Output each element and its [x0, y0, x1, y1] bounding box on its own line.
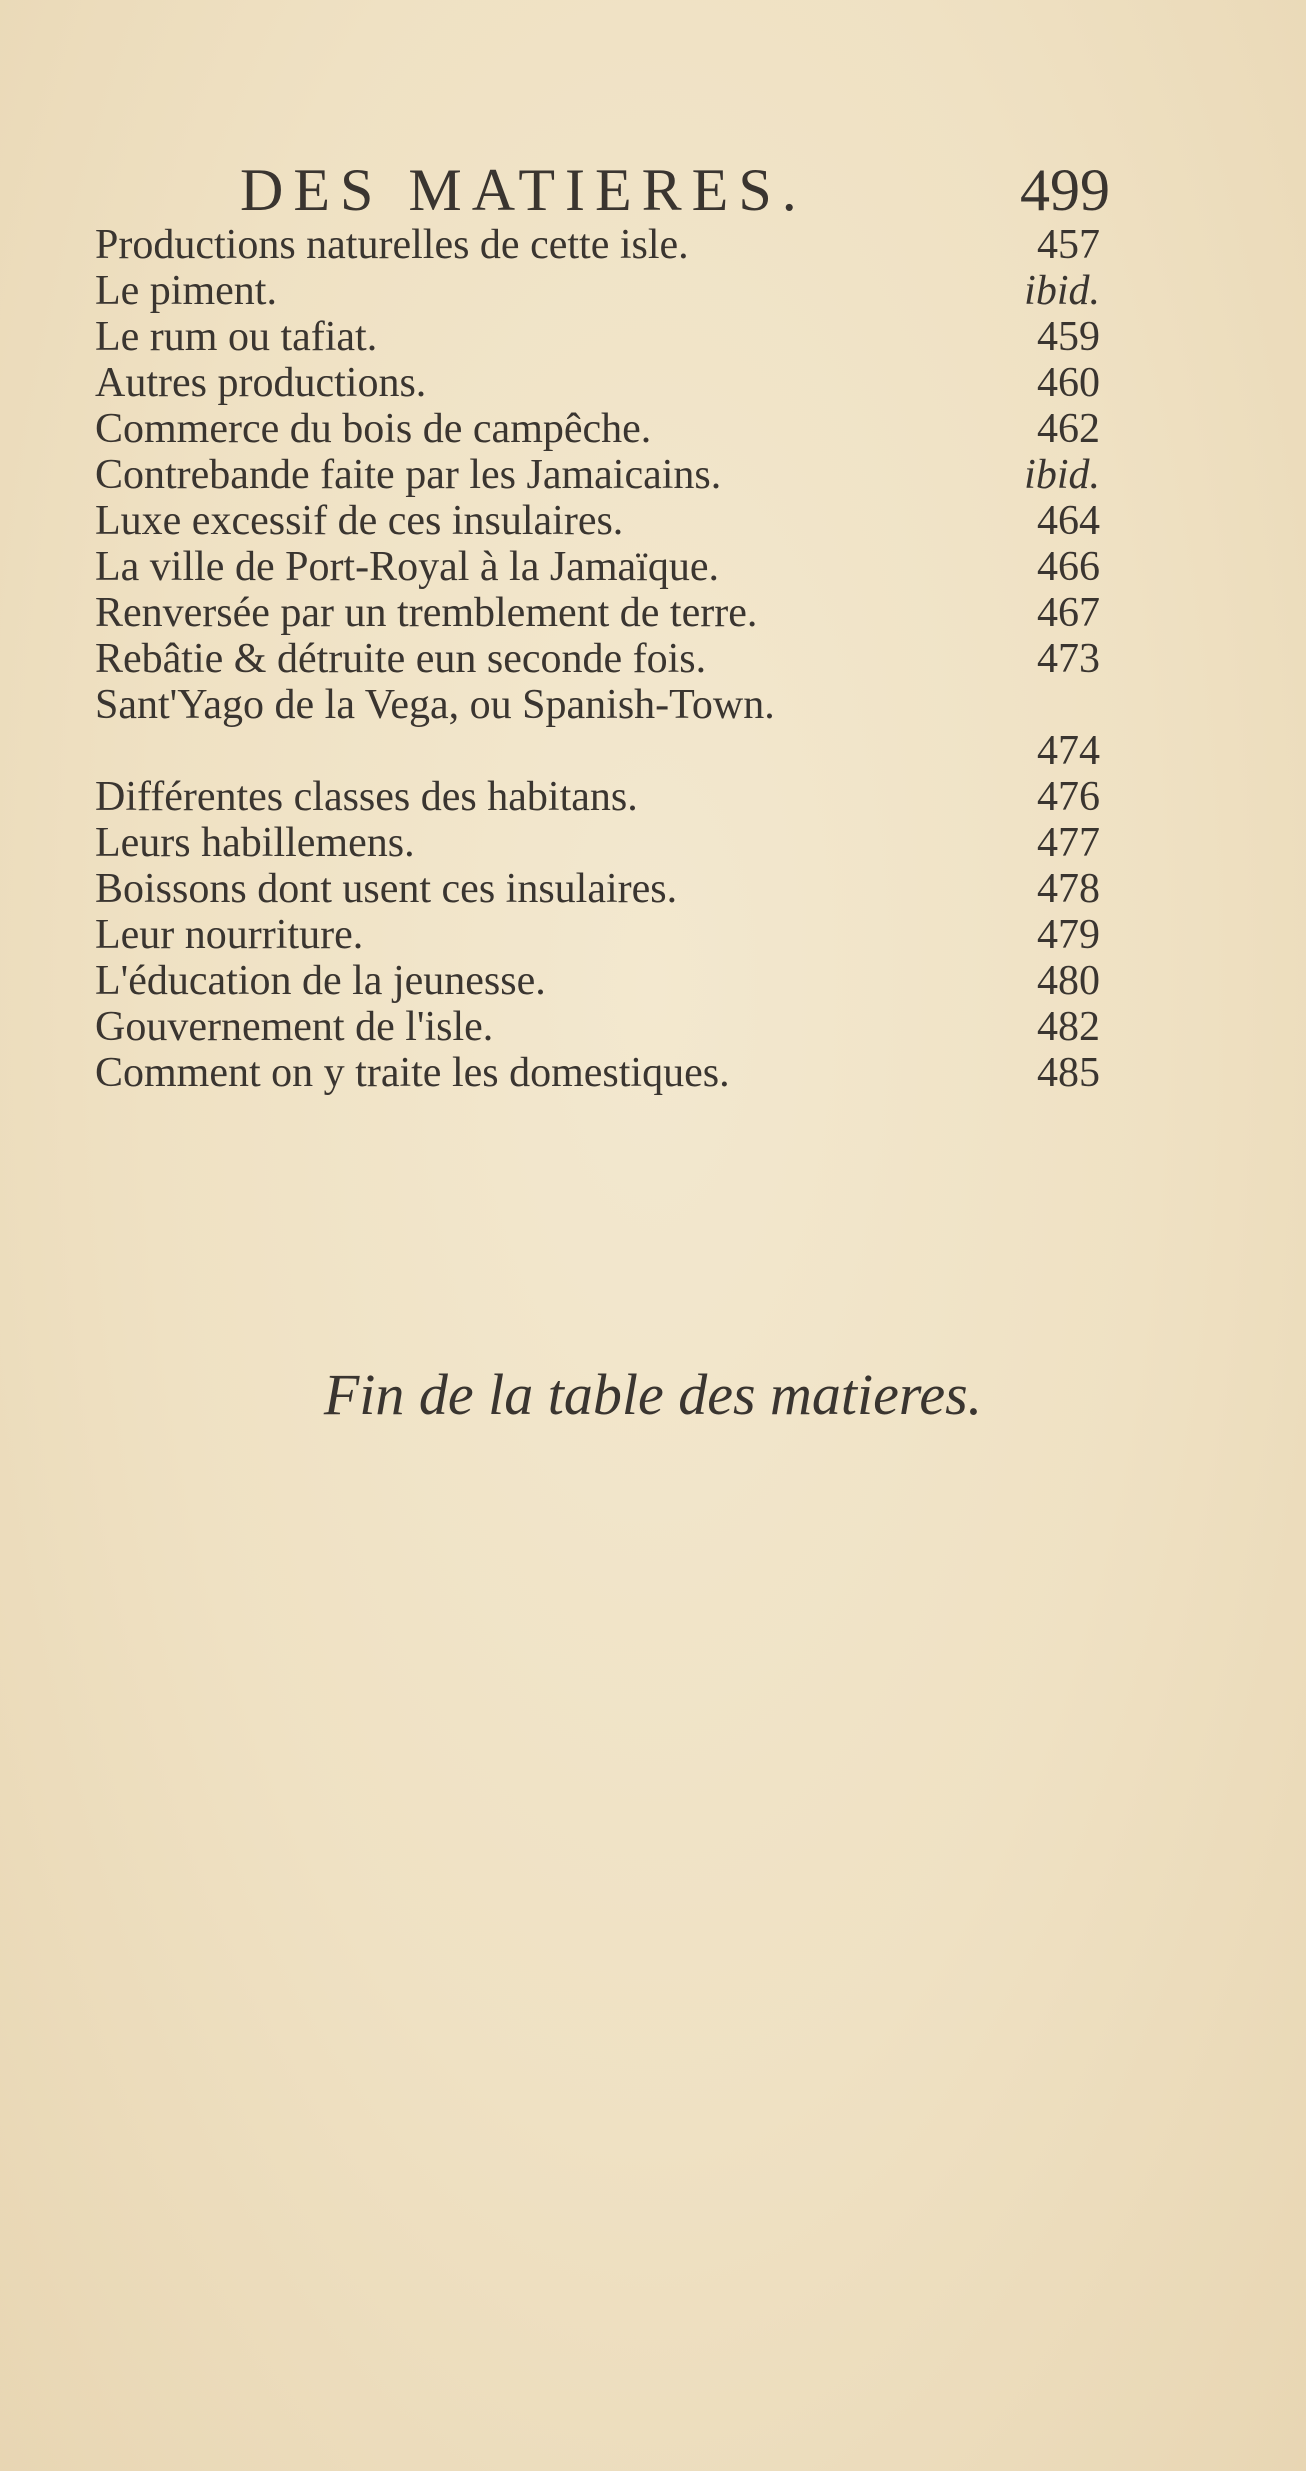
- toc-entry-page: 478: [1037, 866, 1100, 912]
- toc-entry-title: L'éducation de la jeunesse.: [95, 958, 546, 1004]
- toc-entry-page: 473: [1037, 636, 1100, 682]
- toc-entry-title: Le piment.: [95, 268, 277, 314]
- toc-entry-title: Sant'Yago de la Vega, ou Spanish-Town.: [95, 682, 775, 728]
- toc-entry-page: 474: [1037, 728, 1100, 774]
- toc-entry-page: 464: [1037, 498, 1100, 544]
- toc-entry-title: La ville de Port-Royal à la Jamaïque.: [95, 544, 719, 590]
- toc-entry-page: 476: [1037, 774, 1100, 820]
- toc-entry: [95, 958, 1100, 1004]
- toc-entry-page: 480: [1037, 958, 1100, 1004]
- toc-entry-page: 466: [1037, 544, 1100, 590]
- toc-entry-title: Productions naturelles de cette isle.: [95, 222, 689, 268]
- toc-entry-page: 479: [1037, 912, 1100, 958]
- toc-entry-title: Luxe excessif de ces insulaires.: [95, 498, 624, 544]
- toc-entry: [95, 774, 1100, 820]
- toc-entry: [95, 452, 1100, 498]
- toc-entry: [95, 866, 1100, 912]
- toc-entry-title: Le rum ou tafiat.: [95, 314, 378, 360]
- toc-entry-page: ibid.: [1024, 268, 1100, 314]
- toc-entry-title: Renversée par un tremblement de terre.: [95, 590, 758, 636]
- toc-entry-page: 462: [1037, 406, 1100, 452]
- toc-entry: [95, 314, 1100, 360]
- toc-entry-page: 467: [1037, 590, 1100, 636]
- toc-entry: [95, 1004, 1100, 1050]
- toc-entry-title: Autres productions.: [95, 360, 427, 406]
- toc-entry-title: Boissons dont usent ces insulaires.: [95, 866, 678, 912]
- toc-entry-page: 477: [1037, 820, 1100, 866]
- toc-entry: [95, 1050, 1100, 1096]
- toc-entry: [95, 222, 1100, 268]
- toc-entry-title: Leurs habillemens.: [95, 820, 415, 866]
- toc-entry: [95, 406, 1100, 452]
- toc-entry: [95, 498, 1100, 544]
- table-of-contents: [95, 222, 1100, 1096]
- toc-entry-title: Leur nourriture.: [95, 912, 364, 958]
- toc-entry-title: Comment on y traite les domestiques.: [95, 1050, 730, 1096]
- toc-entry-title: Contrebande faite par les Jamaicains.: [95, 452, 722, 498]
- toc-entry-title: Gouvernement de l'isle.: [95, 1004, 494, 1050]
- toc-entry-page: 460: [1037, 360, 1100, 406]
- toc-entry-page: 485: [1037, 1050, 1100, 1096]
- toc-entry-page: 482: [1037, 1004, 1100, 1050]
- toc-entry: [95, 544, 1100, 590]
- toc-entry: [95, 682, 1100, 774]
- toc-entry: [95, 820, 1100, 866]
- end-of-table-note: Fin de la table des matieres.: [323, 1362, 983, 1427]
- toc-entry: [95, 636, 1100, 682]
- toc-entry-title: Rebâtie & détruite eun seconde fois.: [95, 636, 707, 682]
- toc-entry: [95, 912, 1100, 958]
- toc-entry-page: ibid.: [1024, 452, 1100, 498]
- toc-entry-page: 459: [1037, 314, 1100, 360]
- page-number: 499: [1020, 157, 1110, 223]
- toc-entry: [95, 360, 1100, 406]
- page-header: [240, 155, 1110, 225]
- toc-entry-title: Différentes classes des habitans.: [95, 774, 638, 820]
- toc-entry: [95, 268, 1100, 314]
- running-title: DES MATIERES.: [240, 157, 807, 223]
- toc-entry-title: Commerce du bois de campêche.: [95, 406, 652, 452]
- toc-entry-page: 457: [1037, 222, 1100, 268]
- toc-entry: [95, 590, 1100, 636]
